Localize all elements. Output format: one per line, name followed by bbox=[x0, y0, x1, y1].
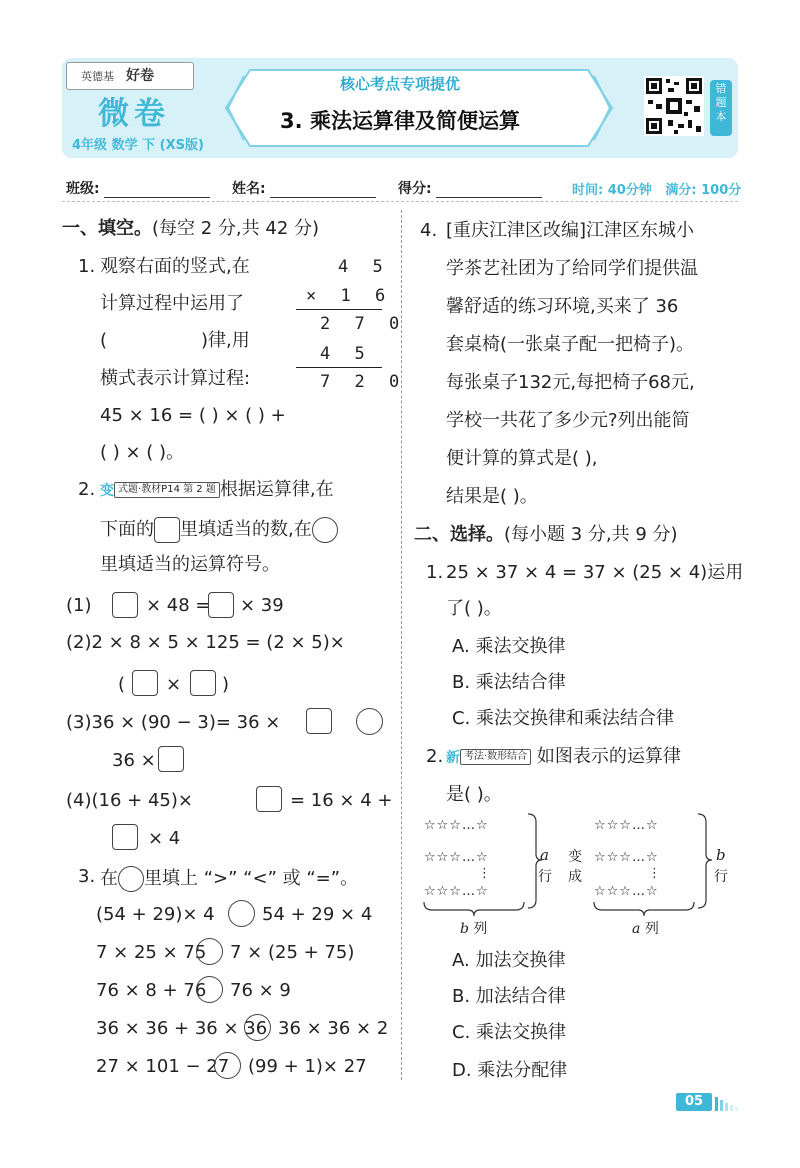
name-field[interactable]: 姓名: bbox=[232, 178, 376, 198]
q4-result-blank[interactable]: 结果是( )。 bbox=[446, 486, 538, 507]
p2q1-option-c[interactable]: C. 乘法交换律和乘法结合律 bbox=[452, 708, 675, 729]
p2q2-option-c[interactable]: C. 乘法交换律 bbox=[452, 1022, 567, 1043]
p2q1-number: 1. bbox=[426, 562, 444, 583]
q2-sub1-mid: × 48 = bbox=[146, 595, 211, 616]
label-a-lie: a 列 bbox=[632, 921, 659, 937]
p2q2-option-d[interactable]: D. 乘法分配律 bbox=[452, 1060, 568, 1081]
q4-number: 4. bbox=[420, 220, 438, 241]
q2-sub3-box-b[interactable] bbox=[158, 746, 184, 772]
q3-row2-left: 7 × 25 × 75 bbox=[96, 942, 207, 963]
q3-row4-right: 36 × 36 × 2 bbox=[278, 1018, 389, 1039]
p2q1-answer-blank[interactable]: 了( )。 bbox=[446, 598, 502, 619]
q4-line6: 学校一共花了多少元?列出能简 bbox=[446, 410, 690, 431]
p2q1-option-b[interactable]: B. 乘法结合律 bbox=[452, 672, 566, 693]
q2-sub2-open: ( bbox=[118, 674, 126, 695]
p2q2-number: 2. bbox=[426, 746, 444, 767]
q4-line3: 馨舒适的练习环境,买来了 36 bbox=[446, 296, 679, 317]
q2-line1: 变 式题·教材P14 第 2 题 根据运算律,在 bbox=[100, 479, 334, 500]
part1-heading: 一、填空。(每空 2 分,共 42 分) bbox=[62, 218, 320, 239]
q3-number: 3. bbox=[78, 866, 96, 887]
star-row-left-2: ☆☆☆…☆ bbox=[424, 850, 489, 865]
q1-law-blank[interactable]: ( )律,用 bbox=[100, 330, 250, 351]
q3-row3-circle[interactable] bbox=[196, 976, 223, 1003]
q1-line1: 观察右面的竖式,在 bbox=[100, 256, 250, 277]
dots-left: ⋮ bbox=[478, 866, 492, 881]
class-field[interactable]: 班级: bbox=[66, 178, 210, 198]
q4-line5: 每张桌子132元,每把椅子68元, bbox=[446, 372, 695, 393]
page-number: 05 bbox=[676, 1093, 712, 1111]
header-rule bbox=[62, 201, 738, 202]
vert-270: 2 7 0 bbox=[320, 314, 407, 334]
q2-line2: 下面的 里填适当的数,在 bbox=[100, 517, 338, 543]
part2-heading: 二、选择。(每小题 3 分,共 9 分) bbox=[414, 524, 678, 545]
p2q2-option-a[interactable]: A. 加法交换律 bbox=[452, 950, 566, 971]
variant-tag-icon: 变 bbox=[100, 483, 114, 499]
q3-row4-circle[interactable] bbox=[244, 1014, 271, 1041]
q3-row1-left: (54 + 29)× 4 bbox=[96, 904, 215, 925]
q2-sub3-circle[interactable] bbox=[356, 708, 383, 735]
q2-sub4-box-b[interactable] bbox=[112, 824, 138, 850]
q3-row4-left: 36 × 36 + 36 × 36 bbox=[96, 1018, 268, 1039]
right-braces bbox=[590, 810, 720, 920]
p2q2-source-tag: 考法·数形结合 bbox=[460, 749, 531, 765]
p2q2-answer-blank[interactable]: 是( )。 bbox=[446, 784, 502, 805]
q2-sub3: (3)36 × (90 − 3)= 36 × bbox=[66, 712, 281, 733]
q4-line4: 套桌椅(一张桌子配一把椅子)。 bbox=[446, 334, 695, 355]
score-field[interactable]: 得分: bbox=[398, 178, 542, 198]
q4-formula-blank[interactable]: 便计算的算式是( ), bbox=[446, 448, 598, 469]
column-divider bbox=[401, 210, 402, 1080]
left-braces bbox=[420, 810, 550, 920]
q2-number: 2. bbox=[78, 479, 96, 500]
q1-expression[interactable]: 45 × 16 = ( ) × ( ) + bbox=[100, 405, 286, 426]
label-hang-right: 行 bbox=[714, 869, 728, 885]
q3-row2-right: 7 × (25 + 75) bbox=[230, 942, 355, 963]
label-b-right: b bbox=[716, 846, 726, 864]
q3-row2-circle[interactable] bbox=[196, 938, 223, 965]
vert-line-2 bbox=[296, 367, 382, 368]
q2-sub4-box-a[interactable] bbox=[256, 786, 282, 812]
q2-sub2-box-a[interactable] bbox=[132, 670, 158, 696]
vert-x16: × 1 6 bbox=[306, 286, 393, 306]
q3-row5-right: (99 + 1)× 27 bbox=[248, 1056, 367, 1077]
change-char-1: 变 bbox=[568, 849, 582, 865]
q2-sub4-end: × 4 bbox=[148, 828, 181, 849]
q2-sub4-mid: = 16 × 4 + bbox=[290, 790, 393, 811]
q3-row1-right: 54 + 29 × 4 bbox=[262, 904, 373, 925]
star-row-right-2: ☆☆☆…☆ bbox=[594, 850, 659, 865]
series-title: 微卷 bbox=[98, 96, 170, 132]
q2-sub2-close: ) bbox=[222, 674, 230, 695]
publisher-logo: 英德基 好卷 bbox=[66, 62, 194, 90]
q2-sub1-box-a[interactable] bbox=[112, 592, 138, 618]
vert-720: 7 2 0 bbox=[320, 372, 407, 392]
q2-sub1-end: × 39 bbox=[240, 595, 284, 616]
vert-45-shift: 4 5 bbox=[320, 344, 372, 364]
vert-45: 4 5 bbox=[338, 257, 390, 277]
grade-label: 4年级 数学 下 (XS版) bbox=[72, 138, 204, 153]
qr-code-icon[interactable] bbox=[644, 76, 704, 136]
q3-instruction: 在 里填上 “>” “<” 或 “=”。 bbox=[100, 866, 358, 892]
q2-sub2-times: × bbox=[166, 674, 182, 695]
q4-line2: 学茶艺社团为了给同学们提供温 bbox=[446, 258, 698, 279]
page-bars-icon bbox=[714, 1093, 740, 1111]
p2q2-line1: 新 考法·数形结合 如图表示的运算律 bbox=[446, 746, 681, 767]
q1-expression-cont[interactable]: ( ) × ( )。 bbox=[100, 442, 185, 463]
q2-line3: 里填适当的运算符号。 bbox=[100, 554, 280, 575]
q3-row3-left: 76 × 8 + 76 bbox=[96, 980, 207, 1001]
q1-number: 1. bbox=[78, 256, 96, 277]
p2q1-line1: 25 × 37 × 4 = 37 × (25 × 4)运用 bbox=[446, 562, 744, 583]
q2-sub2-box-b[interactable] bbox=[190, 670, 216, 696]
q3-row5-circle[interactable] bbox=[214, 1052, 241, 1079]
p2q2-option-b[interactable]: B. 加法结合律 bbox=[452, 986, 566, 1007]
q2-source-tag: 式题·教材P14 第 2 题 bbox=[114, 482, 220, 498]
q1-line4: 横式表示计算过程: bbox=[100, 368, 251, 389]
change-char-2: 成 bbox=[568, 869, 582, 885]
q2-sub2: (2)2 × 8 × 5 × 125 = (2 × 5)× bbox=[66, 632, 345, 653]
q4-line1: [重庆江津区改编]江津区东城小 bbox=[446, 220, 695, 241]
star-row-left-3: ☆☆☆…☆ bbox=[424, 884, 489, 899]
q2-sub1-box-b[interactable] bbox=[208, 592, 234, 618]
q2-sub3-cont: 36 × bbox=[112, 750, 156, 771]
star-row-left-1: ☆☆☆…☆ bbox=[424, 818, 489, 833]
star-row-right-1: ☆☆☆…☆ bbox=[594, 818, 659, 833]
mistake-book-badge: 错 题 本 bbox=[710, 80, 732, 136]
p2q1-option-a[interactable]: A. 乘法交换律 bbox=[452, 636, 566, 657]
lesson-title: 3. 乘法运算律及简便运算 bbox=[280, 109, 520, 133]
q2-sub4: (4)(16 + 45)× bbox=[66, 790, 193, 811]
label-hang-left: 行 bbox=[538, 869, 552, 885]
label-a-left: a bbox=[540, 846, 549, 864]
topic-heading: 核心考点专项提优 bbox=[339, 75, 460, 93]
q2-sub1: (1) bbox=[66, 595, 92, 616]
q3-row5-left: 27 × 101 − 27 bbox=[96, 1056, 230, 1077]
label-b-lie: b 列 bbox=[460, 921, 488, 937]
star-row-right-3: ☆☆☆…☆ bbox=[594, 884, 659, 899]
new-tag-icon: 新 bbox=[446, 750, 460, 766]
q1-line2: 计算过程中运用了 bbox=[100, 293, 244, 314]
q2-sub3-box-a[interactable] bbox=[306, 708, 332, 734]
dots-right: ⋮ bbox=[648, 866, 662, 881]
vert-line-1 bbox=[296, 309, 382, 310]
q3-row3-right: 76 × 9 bbox=[230, 980, 291, 1001]
time-and-score: 时间: 40分钟 满分: 100分 bbox=[572, 183, 742, 198]
q3-row1-circle[interactable] bbox=[228, 900, 255, 927]
